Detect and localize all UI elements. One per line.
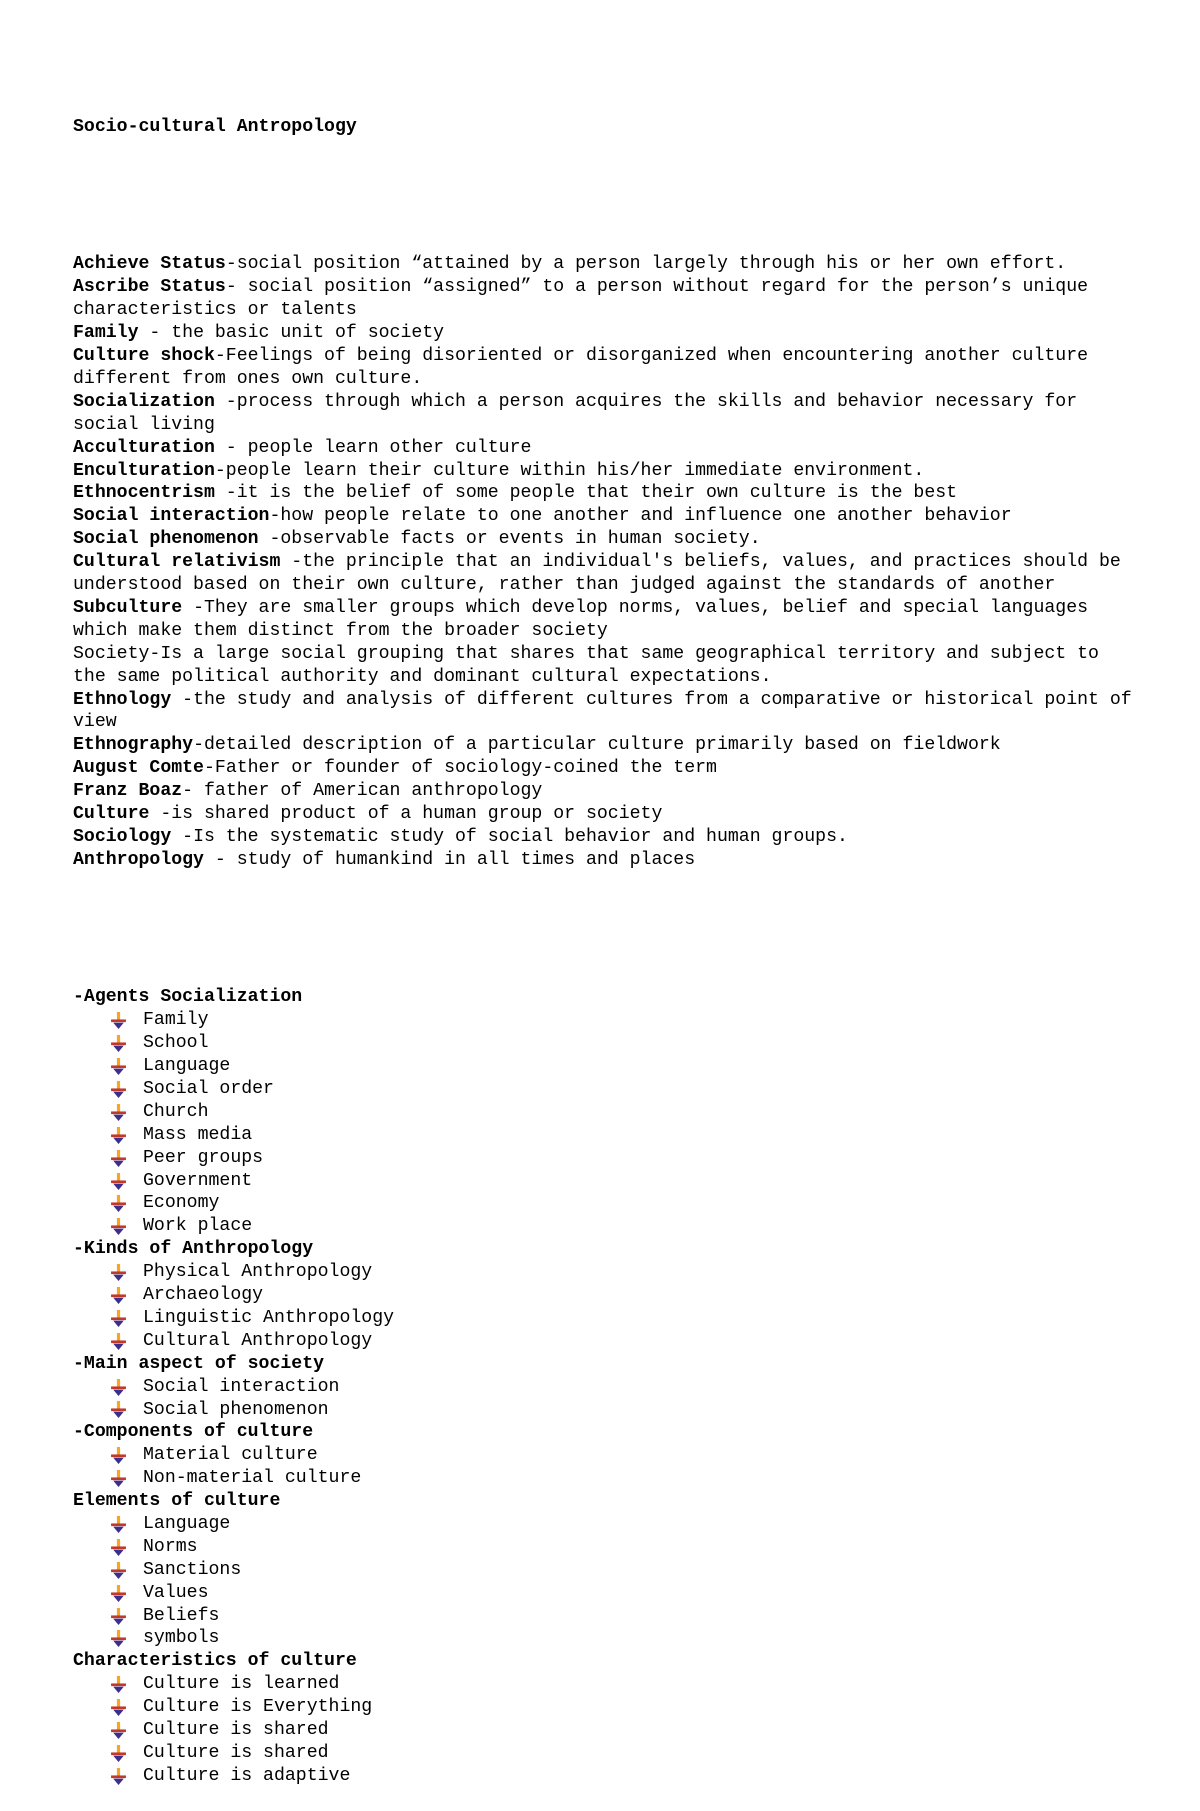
definition-entry [73,689,1143,735]
definition-text: -the principle that an individual's beliefs, values, and practices should be understood based on their own culture, rather than judged against the standards of another [73,552,1132,596]
definition-term: Culture shock [73,345,215,366]
arrow-down-bullet-icon [110,1516,127,1533]
definition-term: Anthropology [73,849,204,870]
arrow-down-bullet-icon [110,1081,127,1098]
list-item-label: Economy [143,1193,220,1214]
list-item [110,1032,1133,1055]
arrow-down-bullet-icon [110,1585,127,1602]
definition-term: Ethnology [73,689,172,710]
list-item [110,1742,1133,1765]
arrow-down-bullet-icon [110,1699,127,1716]
definition-term: Social phenomenon [73,529,259,550]
list-item [110,1124,1133,1147]
definition-entry [73,849,1133,872]
arrow-down-bullet-icon [110,1630,127,1647]
list-item-label: Culture is shared [143,1742,329,1763]
list-item [110,1399,1133,1422]
list-item-label: Cultural Anthropology [143,1330,373,1351]
definition-text: -observable facts or events in human society. [258,529,761,550]
list-item-label: Language [143,1056,231,1077]
list-item [110,1719,1133,1742]
list-item [110,1376,1133,1399]
list-item [110,1307,1133,1330]
arrow-down-bullet-icon [110,1264,127,1281]
definition-term: Subculture [73,597,183,618]
section-heading: Characteristics of culture [73,1651,357,1672]
definition-text: -Father or founder of sociology-coined the term [203,758,717,779]
definition-text: -the study and analysis of different cultures from a comparative or historical point of view [73,689,1143,733]
list-item [110,1330,1133,1353]
definition-entry [73,528,1133,551]
list-item-label: Family [143,1010,209,1031]
list-item [110,1284,1133,1307]
definition-text: - people learn other culture [214,437,532,458]
list-item-label: Archaeology [143,1285,264,1306]
definition-text: - father of American anthropology [182,781,543,802]
definition-entry [73,734,1133,757]
list-item-label: Culture is Everything [143,1697,373,1718]
definition-entry [73,437,1133,460]
arrow-down-bullet-icon [110,1676,127,1693]
definition-text: -Is the systematic study of social behavior and human groups. [171,827,848,847]
list-item-label: Beliefs [143,1605,220,1626]
definition-term: Socialization [73,391,215,412]
list-item [110,1009,1133,1032]
arrow-down-bullet-icon [110,1058,127,1075]
definition-entry [73,460,1133,483]
arrow-down-bullet-icon [110,1287,127,1304]
definition-text: Society-Is a large social grouping that shares that same geographical territory and subject to the same political authority and dominant cultural expectations. [73,643,1110,687]
list-item-label: Material culture [143,1445,318,1466]
arrow-down-bullet-icon [110,1173,127,1190]
definition-text: - social position “assigned” to a person without regard for the person’s unique characteristics or talents [73,277,1099,321]
list-item [110,1536,1133,1559]
definition-term: Culture [73,804,150,825]
definition-term: Enculturation [73,460,215,481]
list-item [110,1673,1133,1696]
list-item [110,1078,1133,1101]
spacer [73,185,1133,208]
arrow-down-bullet-icon [110,1401,127,1418]
bullet-list [73,1009,1133,1238]
list-item [110,1444,1133,1467]
definition-text: - the basic unit of society [138,323,445,344]
definition-text: -They are smaller groups which develop norms, values, belief and special languages which make them distinct from the broader society [73,597,1099,641]
list-item [110,1170,1133,1193]
list-item-label: Sanctions [143,1559,242,1580]
definition-term: Ethnography [73,735,194,756]
bullet-list [73,1673,1133,1787]
definition-text: -social position “attained by a person largely through his or her own effort. [225,254,1067,275]
bullet-list [73,1444,1133,1490]
list-item-label: Values [143,1582,209,1603]
definition-entry [73,597,1133,643]
list-item-label: Non-material culture [143,1468,362,1489]
list-item-label: Culture is shared [143,1720,329,1741]
list-item [110,1055,1133,1078]
list-item-label: Social phenomenon [143,1399,329,1420]
definition-term: Ascribe Status [73,277,226,298]
list-item [110,1696,1133,1719]
list-item [110,1765,1133,1788]
definition-text: -Feelings of being disoriented or disorganized when encountering another culture different from ones own culture. [73,345,1099,389]
definition-text: -how people relate to one another and influence one another behavior [269,506,1012,527]
list-item-label: School [143,1033,209,1054]
arrow-down-bullet-icon [110,1470,127,1487]
list-item-label: Norms [143,1536,198,1557]
list-item-label: Culture is adaptive [143,1765,351,1786]
arrow-down-bullet-icon [110,1104,127,1121]
arrow-down-bullet-icon [110,1012,127,1029]
list-item-label: Peer groups [143,1147,264,1168]
definition-text: -it is the belief of some people that their own culture is the best [214,483,958,504]
definition-entry [73,551,1133,597]
section-heading: Elements of culture [73,1491,281,1512]
definition-term: August Comte [73,758,204,779]
arrow-down-bullet-icon [110,1310,127,1327]
bullet-list [73,1376,1133,1422]
bullet-list [73,1513,1133,1650]
section-heading: -Kinds of Anthropology [73,1239,314,1260]
definition-term: Acculturation [73,437,215,458]
section-heading: -Components of culture [73,1422,314,1443]
list-item [110,1192,1133,1215]
list-item [110,1605,1133,1628]
arrow-down-bullet-icon [110,1608,127,1625]
list-item-label: Church [143,1101,209,1122]
list-item-label: Linguistic Anthropology [143,1307,395,1328]
arrow-down-bullet-icon [110,1218,127,1235]
arrow-down-bullet-icon [110,1722,127,1739]
definition-entry [73,253,1133,276]
arrow-down-bullet-icon [110,1035,127,1052]
list-item [110,1559,1133,1582]
definition-entry [73,322,1133,345]
arrow-down-bullet-icon [110,1562,127,1579]
spacer [73,918,1133,941]
list-item [110,1215,1133,1238]
arrow-down-bullet-icon [110,1768,127,1785]
list-item-label: Physical Anthropology [143,1262,373,1283]
arrow-down-bullet-icon [110,1539,127,1556]
definition-entry [73,757,1133,780]
arrow-down-bullet-icon [110,1150,127,1167]
list-item-label: Social interaction [143,1376,340,1397]
definition-text: -is shared product of a human group or society [149,804,663,825]
list-item [110,1627,1133,1650]
list-item-label: Social order [143,1079,274,1100]
list-item [110,1261,1133,1284]
sections-list [73,986,1133,1787]
section-heading: -Agents Socialization [73,987,303,1008]
definitions-list [73,253,1143,871]
list-item-label: Culture is learned [143,1674,340,1695]
definition-term: Achieve Status [73,254,226,275]
arrow-down-bullet-icon [110,1333,127,1350]
arrow-down-bullet-icon [110,1195,127,1212]
definition-term: Cultural relativism [73,552,281,573]
definition-term: Franz Boaz [73,781,183,802]
definition-entry [73,391,1133,437]
arrow-down-bullet-icon [110,1379,127,1396]
list-item-label: Mass media [143,1124,253,1145]
list-item-label: Language [143,1514,231,1534]
definition-entry [73,276,1133,322]
list-item-label: Government [143,1170,253,1191]
document-title: Socio-cultural Antropology [73,116,357,137]
arrow-down-bullet-icon [110,1745,127,1762]
section-heading: -Main aspect of society [73,1353,325,1374]
definition-text: -detailed description of a particular culture primarily based on fieldwork [193,735,1001,756]
definition-entry [73,505,1133,528]
bullet-list [73,1261,1133,1353]
definition-entry [73,826,1133,849]
list-item [110,1582,1133,1605]
list-item-label: symbols [143,1628,220,1649]
document-page [73,70,1143,1811]
definition-entry [73,780,1133,803]
definition-entry [73,482,1133,505]
definition-term: Sociology [73,827,172,847]
definition-term: Social interaction [73,506,270,527]
list-item [110,1467,1133,1490]
definition-text: -process through which a person acquires the skills and behavior necessary for social living [73,391,1089,435]
list-item [110,1513,1133,1536]
arrow-down-bullet-icon [110,1127,127,1144]
definition-text: -people learn their culture within his/her immediate environment. [214,460,925,481]
definition-text: - study of humankind in all times and places [203,849,696,870]
arrow-down-bullet-icon [110,1447,127,1464]
definition-term: Family [73,323,139,344]
list-item-label: Work place [143,1216,253,1237]
definition-entry [73,643,1133,689]
definition-term: Ethnocentrism [73,483,215,504]
list-item [110,1147,1133,1170]
definition-entry [73,345,1133,391]
definition-entry [73,803,1133,826]
list-item [110,1101,1133,1124]
